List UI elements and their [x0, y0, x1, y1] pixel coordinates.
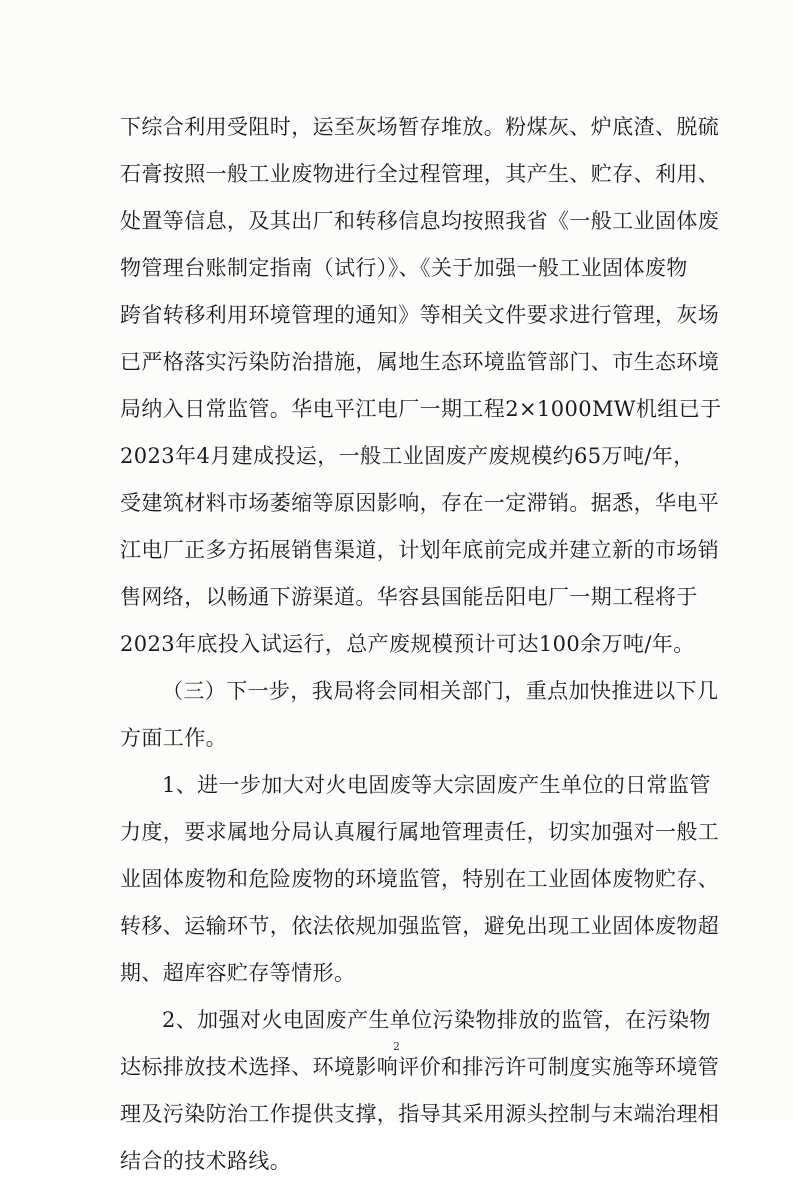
page-number: 2	[393, 1040, 400, 1053]
text-line: 已严格落实污染防治措施，属地生态环境监管部门、市生态环境	[120, 350, 720, 374]
text-line: 期、超库容贮存等情形。	[120, 961, 356, 985]
text-line: 达标排放技术选择、环境影响评价和排污许可制度实施等环境管	[120, 1055, 720, 1079]
text-line: 转移、运输环节，依法依规加强监管，避免出现工业固体废物超	[120, 914, 720, 938]
text-line: 力度，要求属地分局认真履行属地管理责任，切实加强对一般工	[120, 820, 720, 844]
list-item-1-line: 1、进一步加大对火电固废等大宗固废产生单位的日常监管	[162, 773, 711, 797]
text-line: 石膏按照一般工业废物进行全过程管理，其产生、贮存、利用、	[120, 162, 720, 186]
section-heading-line: （三）下一步，我局将会同相关部门，重点加快推进以下几	[162, 679, 719, 703]
text-line: 受建筑材料市场萎缩等原因影响，存在一定滞销。据悉，华电平	[120, 491, 720, 515]
text-line: 业固体废物和危险废物的环境监管，特别在工业固体废物贮存、	[120, 867, 720, 891]
text-line: 理及污染防治工作提供支撑，指导其采用源头控制与末端治理相	[120, 1102, 720, 1126]
text-line: 江电厂正多方拓展销售渠道，计划年底前完成并建立新的市场销	[120, 538, 720, 562]
text-line: 局纳入日常监管。华电平江电厂一期工程2×1000MW机组已于	[120, 397, 722, 421]
text-line: 2023年底投入试运行，总产废规模预计可达100余万吨/年。	[120, 632, 695, 656]
text-line: 跨省转移利用环境管理的通知》等相关文件要求进行管理，灰场	[120, 303, 720, 327]
text-line: 处置等信息，及其出厂和转移信息均按照我省《一般工业固体废	[120, 209, 720, 233]
text-line: 2023年4月建成投运，一般工业固废产废规模约65万吨/年，	[120, 444, 695, 468]
text-line: 下综合利用受阻时，运至灰场暂存堆放。粉煤灰、炉底渣、脱硫	[120, 115, 720, 139]
list-item-2-line: 2、加强对火电固废产生单位污染物排放的监管，在污染物	[162, 1008, 711, 1032]
text-line: 方面工作。	[120, 726, 227, 750]
text-line: 物管理台账制定指南（试行）》、《关于加强一般工业固体废物	[120, 256, 688, 280]
text-line: 售网络，以畅通下游渠道。华容县国能岳阳电厂一期工程将于	[120, 585, 698, 609]
body-text	[120, 114, 722, 1195]
text-line: 结合的技术路线。	[120, 1149, 292, 1173]
